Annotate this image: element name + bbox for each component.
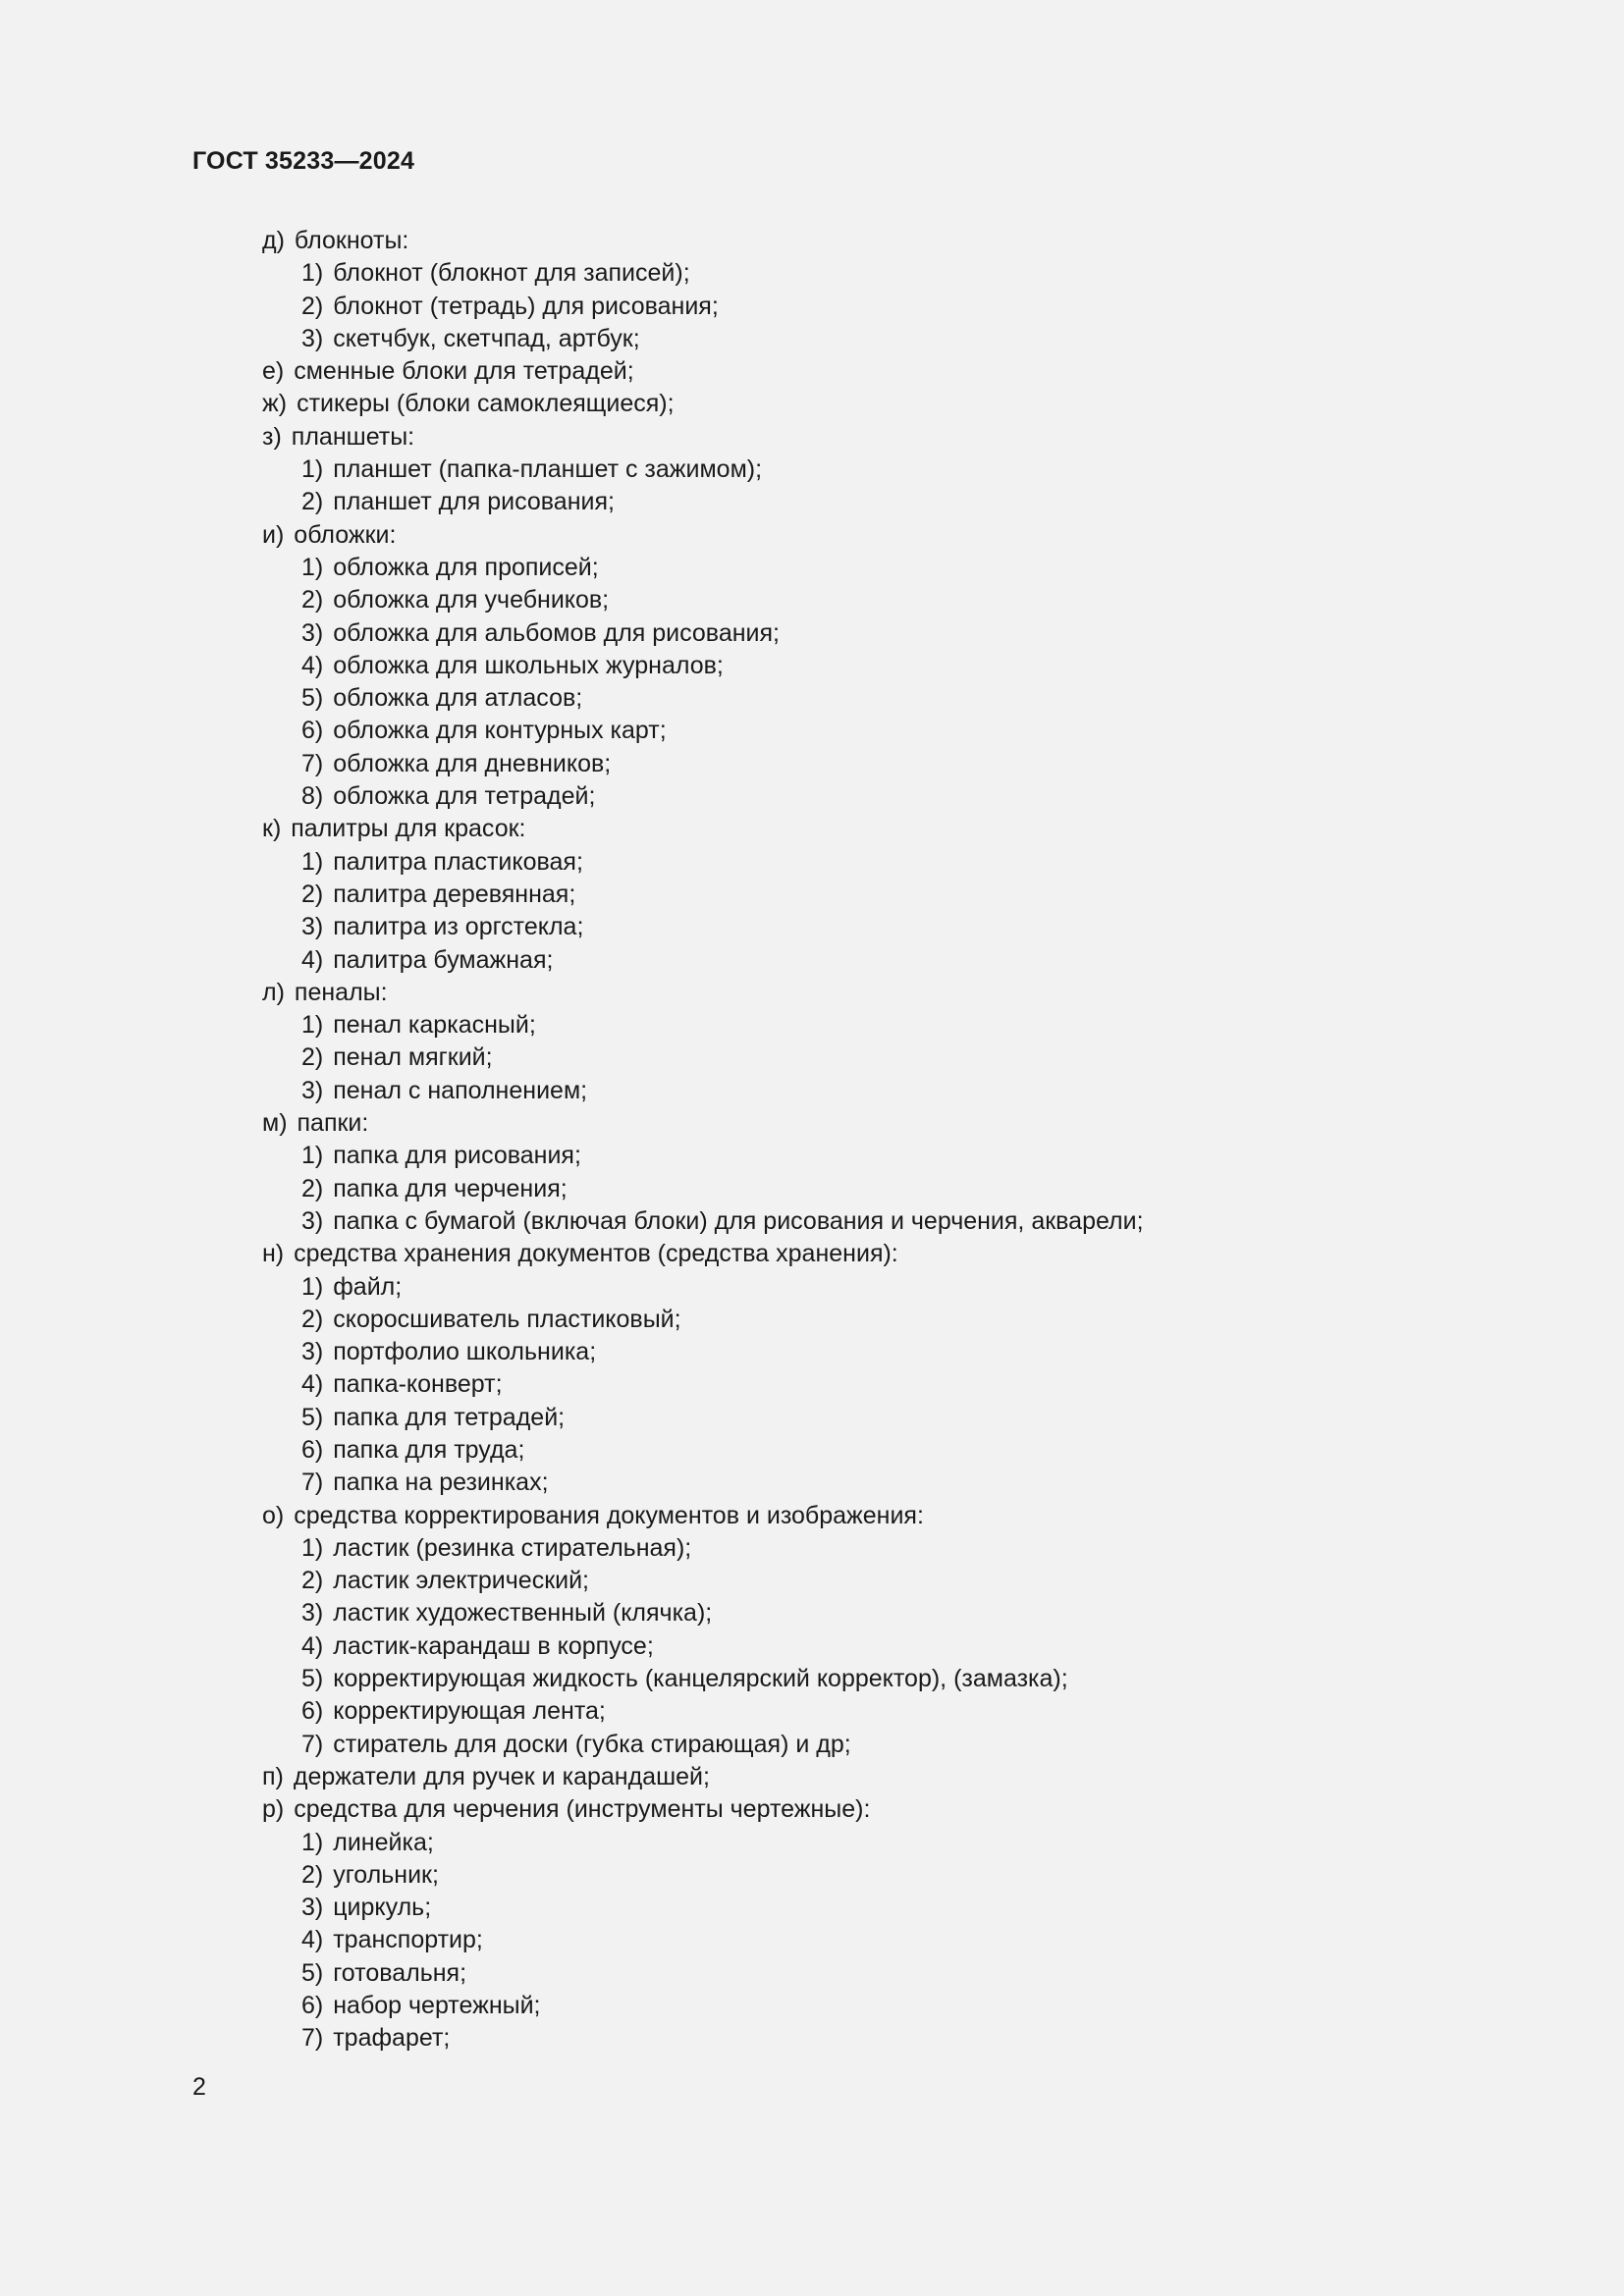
list-marker: 4): [301, 1926, 324, 1954]
sub-list-item: [0, 1630, 1624, 1663]
list-marker: д): [262, 227, 285, 254]
list-item-text: пенал с наполнением;: [333, 1076, 588, 1104]
list-marker: е): [262, 357, 285, 386]
list-marker: 6): [301, 1697, 324, 1726]
list-item-text: держатели для ручек и карандашей;: [293, 1762, 710, 1790]
list-item-text: корректирующая лента;: [333, 1697, 606, 1726]
list-item-text: корректирующая жидкость (канцелярский корректор), (замазка);: [333, 1665, 1068, 1693]
list-item-text: блокноты:: [294, 227, 409, 254]
sub-list-item: [0, 454, 1624, 486]
list-item-text: папка на резинках;: [333, 1468, 549, 1497]
list-item-text: пенал мягкий;: [333, 1043, 493, 1072]
list-item-text: обложки:: [294, 520, 397, 549]
list-item-text: обложка для альбомов для рисования;: [333, 618, 780, 647]
sub-list-item: [0, 1859, 1624, 1892]
sub-list-item: [0, 1990, 1624, 2022]
sub-list-item: [0, 1140, 1624, 1172]
list-marker: 2): [301, 880, 324, 908]
sub-list-item: [0, 715, 1624, 747]
list-item-text: скоросшиватель пластиковый;: [333, 1305, 681, 1333]
sub-list-item: [0, 1957, 1624, 1990]
list-marker: н): [262, 1240, 285, 1268]
sub-list-item: [0, 1467, 1624, 1499]
sub-list-item: [0, 291, 1624, 323]
list-item-text: ластик (резинка стирательная);: [333, 1533, 692, 1562]
sub-list-item: [0, 1663, 1624, 1695]
sub-list-item: [0, 1695, 1624, 1728]
list-marker: 8): [301, 782, 324, 811]
list-marker: 3): [301, 618, 324, 647]
list-marker: м): [262, 1109, 288, 1138]
list-marker: о): [262, 1501, 285, 1529]
sub-list-item: [0, 748, 1624, 780]
list-marker: 2): [301, 1174, 324, 1202]
list-item-text: обложка для дневников;: [333, 749, 612, 777]
list-item: [0, 519, 1624, 552]
list-item-text: обложка для учебников;: [333, 586, 610, 614]
sub-list-item: [0, 552, 1624, 584]
sub-list-item: [0, 911, 1624, 943]
list-item-text: файл;: [333, 1272, 403, 1301]
sub-list-item: [0, 1924, 1624, 1956]
list-item-text: блокнот (тетрадь) для рисования;: [333, 292, 719, 320]
sub-list-item: [0, 486, 1624, 518]
list-item-text: линейка;: [333, 1828, 434, 1856]
list-marker: 6): [301, 1435, 324, 1464]
sub-list-item: [0, 1532, 1624, 1565]
list-item-text: пеналы:: [294, 978, 388, 1006]
list-item-text: портфолио школьника;: [333, 1338, 597, 1366]
sub-list-item: [0, 1041, 1624, 1074]
list-marker: 3): [301, 324, 324, 352]
list-marker: р): [262, 1795, 285, 1824]
list-item: [0, 1238, 1624, 1270]
sub-list-item: [0, 1368, 1624, 1401]
list-item-text: папка-конверт;: [333, 1370, 503, 1399]
list-marker: 5): [301, 1665, 324, 1693]
list-item-text: транспортир;: [333, 1926, 483, 1954]
list-marker: 2): [301, 586, 324, 614]
list-item: [0, 421, 1624, 454]
list-marker: 2): [301, 292, 324, 320]
list-marker: 7): [301, 2024, 324, 2053]
list-item-text: обложка для школьных журналов;: [333, 651, 724, 679]
list-item: [0, 388, 1624, 420]
sub-list-item: [0, 1173, 1624, 1205]
list-marker: 2): [301, 1305, 324, 1333]
list-marker: 1): [301, 259, 324, 288]
sub-list-item: [0, 1434, 1624, 1467]
list-marker: л): [262, 978, 285, 1006]
sub-list-item: [0, 780, 1624, 813]
sub-list-item: [0, 1565, 1624, 1597]
page-number: 2: [192, 2073, 206, 2101]
list-item-text: планшет для рисования;: [333, 488, 615, 516]
list-marker: 2): [301, 1860, 324, 1889]
list-item: [0, 813, 1624, 845]
list-item-text: палитры для красок:: [291, 815, 526, 843]
sub-list-item: [0, 584, 1624, 616]
sub-list-item: [0, 1729, 1624, 1761]
list-marker: 1): [301, 1533, 324, 1562]
list-marker: к): [262, 815, 282, 843]
list-item-text: обложка для контурных карт;: [333, 717, 667, 745]
sub-list-item: [0, 1827, 1624, 1859]
sub-list-item: [0, 1892, 1624, 1924]
sub-list-item: [0, 1402, 1624, 1434]
list-item: [0, 1500, 1624, 1532]
list-item-text: набор чертежный;: [333, 1992, 541, 2020]
list-marker: 3): [301, 1076, 324, 1104]
list-marker: 3): [301, 1599, 324, 1628]
list-marker: 5): [301, 1403, 324, 1431]
list-item-text: стиратель для доски (губка стирающая) и др;: [333, 1730, 851, 1758]
list-item: [0, 977, 1624, 1009]
list-marker: ж): [262, 390, 288, 418]
list-item-text: ластик-карандаш в корпусе;: [333, 1631, 654, 1660]
list-item-text: папка для тетрадей;: [333, 1403, 566, 1431]
list-marker: 1): [301, 1828, 324, 1856]
list-marker: 6): [301, 1992, 324, 2020]
sub-list-item: [0, 1597, 1624, 1629]
list-item-text: трафарет;: [333, 2024, 451, 2053]
list-item-text: угольник;: [333, 1860, 439, 1889]
list-marker: 3): [301, 1894, 324, 1922]
sub-list-item: [0, 944, 1624, 977]
list-item-text: палитра бумажная;: [333, 945, 554, 974]
sub-list-item: [0, 879, 1624, 911]
sub-list-item: [0, 1271, 1624, 1304]
list-item-text: папка для труда;: [333, 1435, 525, 1464]
list-item: [0, 355, 1624, 388]
sub-list-item: [0, 650, 1624, 682]
list-item-text: папки:: [297, 1109, 369, 1138]
list-marker: 6): [301, 717, 324, 745]
list-marker: 1): [301, 847, 324, 876]
list-marker: и): [262, 520, 285, 549]
list-marker: 4): [301, 1631, 324, 1660]
list-marker: 7): [301, 1730, 324, 1758]
list-marker: 3): [301, 1206, 324, 1235]
list-item-text: ластик художественный (клячка);: [333, 1599, 713, 1628]
list-item-text: папка с бумагой (включая блоки) для рисования и черчения, акварели;: [333, 1206, 1144, 1235]
list-marker: 1): [301, 1011, 324, 1040]
sub-list-item: [0, 323, 1624, 355]
sub-list-item: [0, 846, 1624, 879]
list-marker: 4): [301, 651, 324, 679]
list-item: [0, 1793, 1624, 1826]
list-marker: 1): [301, 553, 324, 581]
sub-list-item: [0, 1009, 1624, 1041]
list-item-text: обложка для атласов;: [333, 684, 583, 713]
list-item: [0, 1107, 1624, 1140]
list-item-text: планшеты:: [291, 422, 415, 451]
list-item-text: циркуль;: [333, 1894, 432, 1922]
list-marker: 7): [301, 1468, 324, 1497]
list-item-text: папка для рисования;: [333, 1142, 581, 1170]
sub-list-item: [0, 1205, 1624, 1238]
list-marker: п): [262, 1762, 284, 1790]
list-marker: 5): [301, 684, 324, 713]
list-item-text: палитра из оргстекла;: [333, 913, 584, 941]
list-marker: 1): [301, 1272, 324, 1301]
list-marker: 1): [301, 1142, 324, 1170]
list-item-text: пенал каркасный;: [333, 1011, 536, 1040]
list-item-text: средства для черчения (инструменты чертежные):: [294, 1795, 871, 1824]
list-item-text: средства хранения документов (средства хранения):: [294, 1240, 898, 1268]
classification-list: [0, 225, 1624, 2056]
list-item-text: скетчбук, скетчпад, артбук;: [333, 324, 640, 352]
list-item-text: стикеры (блоки самоклеящиеся);: [297, 390, 675, 418]
list-item-text: планшет (папка-планшет с зажимом);: [333, 455, 763, 484]
list-item-text: папка для черчения;: [333, 1174, 568, 1202]
list-marker: 1): [301, 455, 324, 484]
sub-list-item: [0, 682, 1624, 715]
list-marker: 5): [301, 1958, 324, 1987]
list-marker: 2): [301, 1043, 324, 1072]
list-marker: 3): [301, 913, 324, 941]
list-item: [0, 225, 1624, 257]
list-marker: 4): [301, 1370, 324, 1399]
list-item-text: палитра пластиковая;: [333, 847, 583, 876]
list-item-text: блокнот (блокнот для записей);: [333, 259, 690, 288]
list-marker: 2): [301, 1567, 324, 1595]
list-marker: 3): [301, 1338, 324, 1366]
list-item-text: готовальня;: [333, 1958, 467, 1987]
list-item-text: ластик электрический;: [333, 1567, 590, 1595]
list-marker: 2): [301, 488, 324, 516]
list-item: [0, 1761, 1624, 1793]
list-marker: з): [262, 422, 282, 451]
sub-list-item: [0, 617, 1624, 650]
sub-list-item: [0, 1075, 1624, 1107]
sub-list-item: [0, 2022, 1624, 2055]
list-item-text: сменные блоки для тетрадей;: [294, 357, 634, 386]
sub-list-item: [0, 1336, 1624, 1368]
sub-list-item: [0, 1304, 1624, 1336]
list-item-text: обложка для прописей;: [333, 553, 599, 581]
document-id-header: ГОСТ 35233—2024: [192, 147, 415, 175]
list-item-text: палитра деревянная;: [333, 880, 576, 908]
list-marker: 7): [301, 749, 324, 777]
sub-list-item: [0, 257, 1624, 290]
list-item-text: средства корректирования документов и изображения:: [294, 1501, 924, 1529]
list-item-text: обложка для тетрадей;: [333, 782, 596, 811]
list-marker: 4): [301, 945, 324, 974]
